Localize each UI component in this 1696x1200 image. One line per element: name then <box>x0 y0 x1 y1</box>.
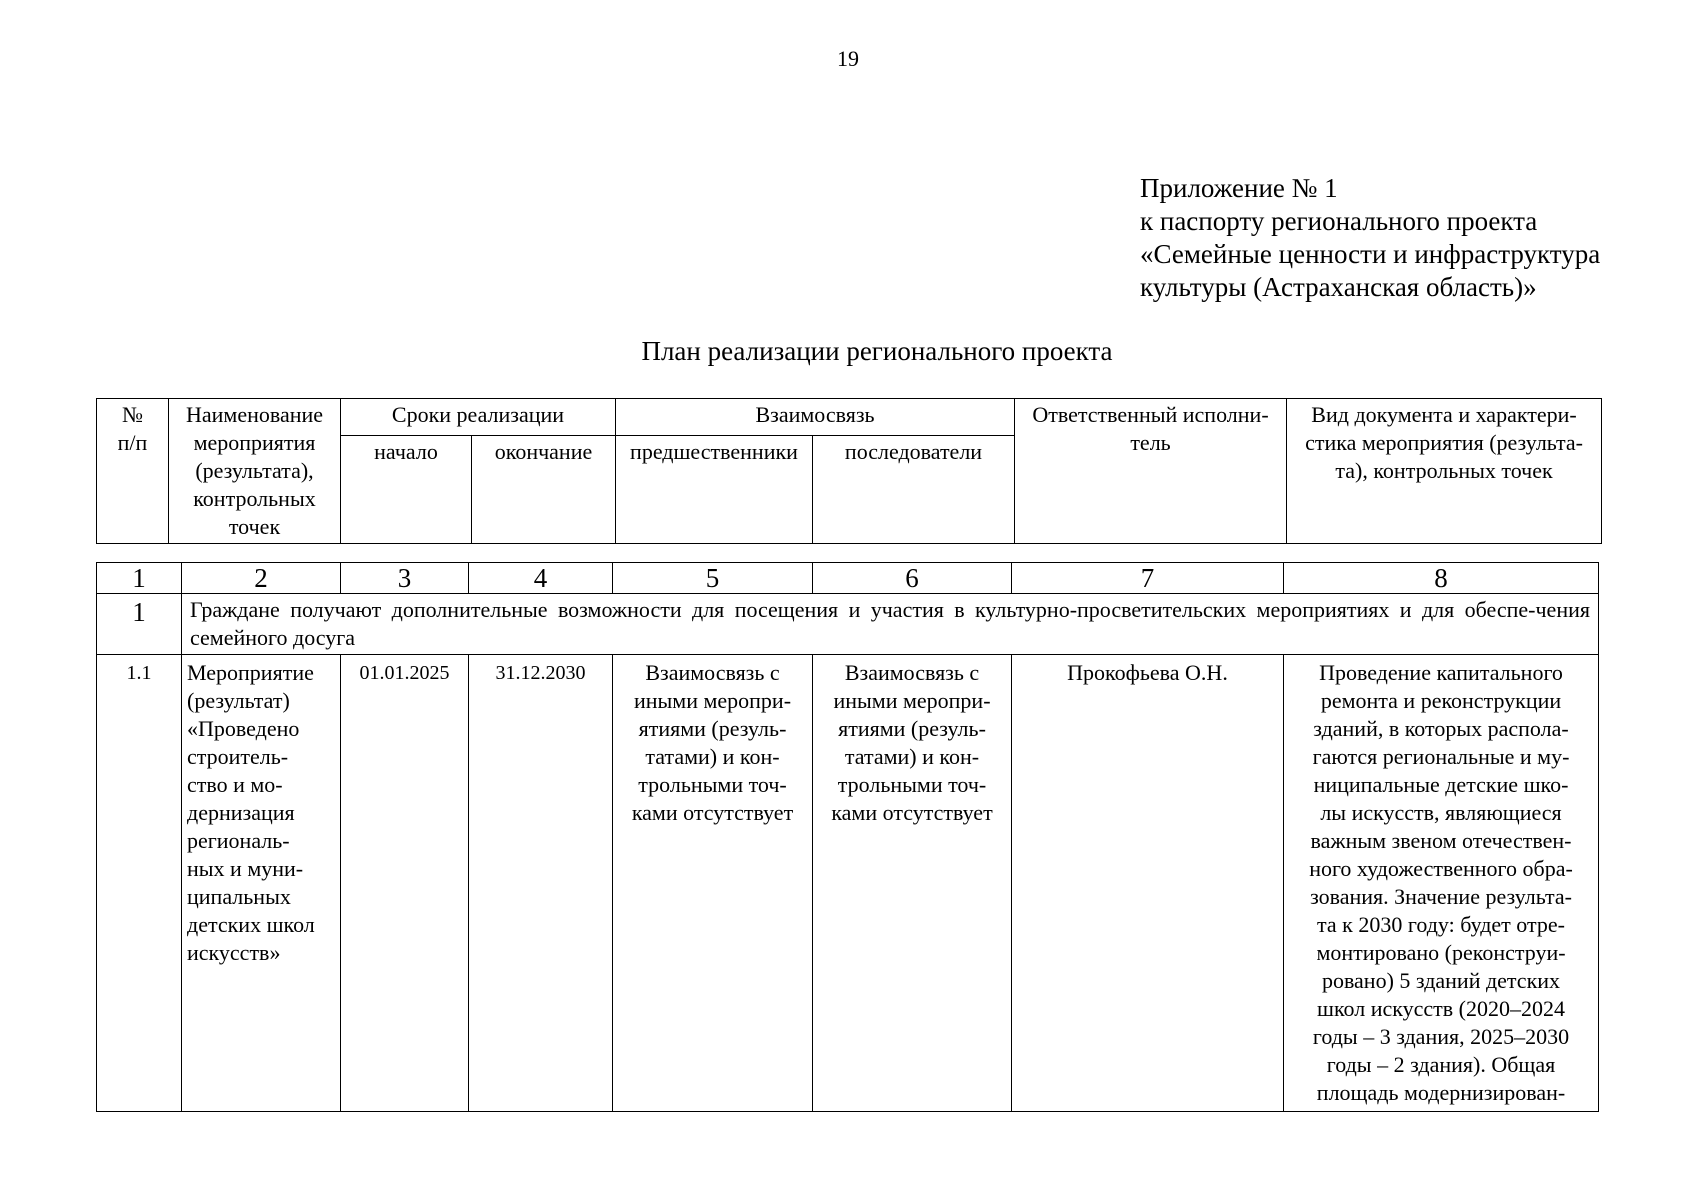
header-doc-type: Вид документа и характери- стика мероприятия (результа- та), контрольных точек <box>1287 399 1602 544</box>
row-end-date: 31.12.2030 <box>469 655 613 1112</box>
section-row <box>97 594 1599 655</box>
column-number: 3 <box>341 563 469 594</box>
header-event-name: Наименование мероприятия (результата), контрольных точек <box>169 399 341 544</box>
row-number: 1.1 <box>97 655 182 1112</box>
column-numbers-row <box>97 563 1599 594</box>
header-start: начало <box>341 436 472 544</box>
row-successors: Взаимосвязь с иными меропри- ятиями (резуль- татами) и кон- трольными точ- ками отсутствует <box>813 655 1012 1112</box>
annex-block <box>1140 172 1600 304</box>
column-number: 8 <box>1284 563 1599 594</box>
plan-table <box>96 562 1599 1112</box>
header-predecessors: предшественники <box>616 436 813 544</box>
column-number: 7 <box>1012 563 1284 594</box>
column-number: 4 <box>469 563 613 594</box>
section-text: Граждане получают дополнительные возможности для посещения и участия в культурно-просветительских мероприятиях и для обеспе-чения семейного досуга <box>182 594 1599 655</box>
header-responsible: Ответственный исполни- тель <box>1015 399 1287 544</box>
header-terms: Сроки реализации <box>341 399 616 436</box>
annex-line: к паспорту регионального проекта <box>1140 206 1538 236</box>
row-description: Проведение капитального ремонта и реконструкции зданий, в которых распола- гаются региональные и му- ниципальные детские шко- лы искусств, являющиеся важным звеном отечествен- ного художественного обра- зования. Значение результа- та к 2030 году: будет отре- монтировано (реконструи- ровано) 5 зданий детских школ искусств (2020–2024 годы – 3 здания, 2025–2030 годы – 2 здания). Общая площадь модернизирован- <box>1284 655 1599 1112</box>
column-number: 1 <box>97 563 182 594</box>
row-start-date: 01.01.2025 <box>341 655 469 1112</box>
header-relation: Взаимосвязь <box>616 399 1015 436</box>
section-number: 1 <box>97 594 182 655</box>
row-event-name: Мероприятие (результат) «Проведено строитель- ство и мо- дернизация региональ- ных и муни- ципальных детских школ искусств» <box>182 655 341 1112</box>
plan-title: План реализации регионального проекта <box>641 336 1113 366</box>
row-responsible: Прокофьева О.Н. <box>1012 655 1284 1112</box>
column-number: 5 <box>613 563 813 594</box>
header-number: № п/п <box>97 399 169 544</box>
header-table <box>96 398 1602 544</box>
column-number: 2 <box>182 563 341 594</box>
annex-line: «Семейные ценности и инфраструктура <box>1140 239 1601 269</box>
column-number: 6 <box>813 563 1012 594</box>
table-row <box>97 655 1599 1112</box>
row-predecessors: Взаимосвязь с иными меропри- ятиями (резуль- татами) и кон- трольными точ- ками отсутствует <box>613 655 813 1112</box>
annex-line: культуры (Астраханская область)» <box>1140 272 1537 302</box>
header-end: окончание <box>472 436 616 544</box>
header-successors: последователи <box>813 436 1015 544</box>
page-number: 19 <box>837 46 859 71</box>
annex-line: Приложение № 1 <box>1140 173 1338 203</box>
